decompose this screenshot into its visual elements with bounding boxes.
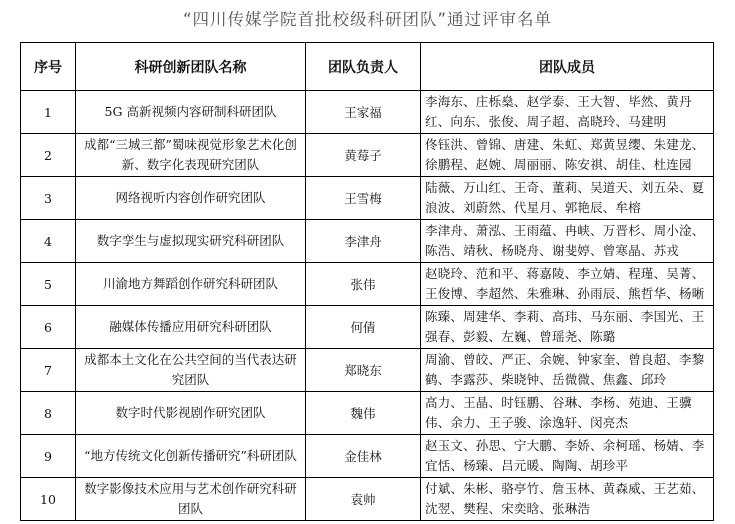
- team-name: 5G 高新视频内容研制科研团队: [76, 91, 306, 134]
- team-name: 数字影像技术应用与艺术创作研究科研团队: [76, 478, 306, 521]
- header-team-name: 科研创新团队名称: [76, 43, 306, 91]
- header-leader: 团队负责人: [306, 43, 421, 91]
- team-table: [20, 42, 714, 521]
- team-name: 数字时代影视剧作研究团队: [76, 392, 306, 435]
- team-members: 赵晓玲、范和平、蒋嘉陵、李立婧、程瑾、吴菁、王俊博、李超然、朱雅琳、孙雨辰、熊哲华、杨晰: [421, 263, 714, 306]
- team-members: 陈臻、周建华、李莉、高玮、马东丽、李国光、王强春、彭毅、左巍、曾瑶尧、陈璐: [421, 306, 714, 349]
- table-row: [21, 177, 714, 220]
- team-leader: 金佳林: [306, 435, 421, 478]
- header-number: 序号: [21, 43, 76, 91]
- row-number: 10: [21, 478, 76, 521]
- table-header-row: [21, 43, 714, 91]
- team-name: 成都“三城三都”蜀味视觉形象艺术化创新、数字化表现研究团队: [76, 134, 306, 177]
- table-row: [21, 349, 714, 392]
- team-leader: 魏伟: [306, 392, 421, 435]
- row-number: 6: [21, 306, 76, 349]
- team-name: “地方传统文化创新传播研究”科研团队: [76, 435, 306, 478]
- table-row: [21, 306, 714, 349]
- row-number: 3: [21, 177, 76, 220]
- team-members: 佟钰洪、曾锦、唐建、朱虹、郑黄昱缨、朱建龙、徐鹏程、赵婉、周丽丽、陈安祺、胡佳、杜连园: [421, 134, 714, 177]
- team-leader: 李津舟: [306, 220, 421, 263]
- team-members: 付斌、朱彬、骆亭竹、詹玉林、黄森威、王艺茹、沈翌、樊程、宋奕晗、张琳浩: [421, 478, 714, 521]
- table-row: [21, 220, 714, 263]
- table-row: [21, 134, 714, 177]
- team-name: 川渝地方舞蹈创作研究科研团队: [76, 263, 306, 306]
- team-leader: 黄莓子: [306, 134, 421, 177]
- row-number: 4: [21, 220, 76, 263]
- team-leader: 何倩: [306, 306, 421, 349]
- row-number: 8: [21, 392, 76, 435]
- team-name: 融媒体传播应用研究科研团队: [76, 306, 306, 349]
- team-name: 网络视听内容创作研究团队: [76, 177, 306, 220]
- team-leader: 王家福: [306, 91, 421, 134]
- team-name: 成都本土文化在公共空间的当代表达研究团队: [76, 349, 306, 392]
- team-members: 李海东、庄栎燊、赵学泰、王大智、毕然、黄丹红、向东、张俊、周子超、高晓玲、马建明: [421, 91, 714, 134]
- row-number: 9: [21, 435, 76, 478]
- row-number: 2: [21, 134, 76, 177]
- team-leader: 袁帅: [306, 478, 421, 521]
- row-number: 1: [21, 91, 76, 134]
- row-number: 5: [21, 263, 76, 306]
- team-members: 赵玉文、孙思、宁大鹏、李娇、余柯瑶、杨婧、李宜恬、杨臻、吕元暖、陶陶、胡珍平: [421, 435, 714, 478]
- team-members: 李津舟、萧泓、王雨蕴、冉峡、万晋杉、周小淦、陈浩、靖秋、杨晓舟、谢斐婷、曾寒晶、苏戎: [421, 220, 714, 263]
- table-row: [21, 478, 714, 521]
- team-members: 高力、王晶、时钰鹏、谷琳、李杨、苑迪、王骥伟、余力、王子骏、涂逸轩、闵亮杰: [421, 392, 714, 435]
- table-row: [21, 91, 714, 134]
- table-row: [21, 435, 714, 478]
- page-title: “四川传媒学院首批校级科研团队”通过评审名单: [182, 10, 553, 29]
- team-members: 陆薇、万山红、王奇、董莉、吴道天、刘五朵、夏浪波、刘蔚然、代星月、郭艳辰、牟榕: [421, 177, 714, 220]
- team-leader: 张伟: [306, 263, 421, 306]
- team-name: 数字孪生与虚拟现实研究科研团队: [76, 220, 306, 263]
- header-members: 团队成员: [421, 43, 714, 91]
- team-leader: 郑晓东: [306, 349, 421, 392]
- team-members: 周渝、曾皎、严正、余婉、钟家奎、曾良超、李黎鹤、李露莎、柴晓钟、岳微微、焦鑫、邱玲: [421, 349, 714, 392]
- team-leader: 王雪梅: [306, 177, 421, 220]
- row-number: 7: [21, 349, 76, 392]
- table-row: [21, 392, 714, 435]
- table-row: [21, 263, 714, 306]
